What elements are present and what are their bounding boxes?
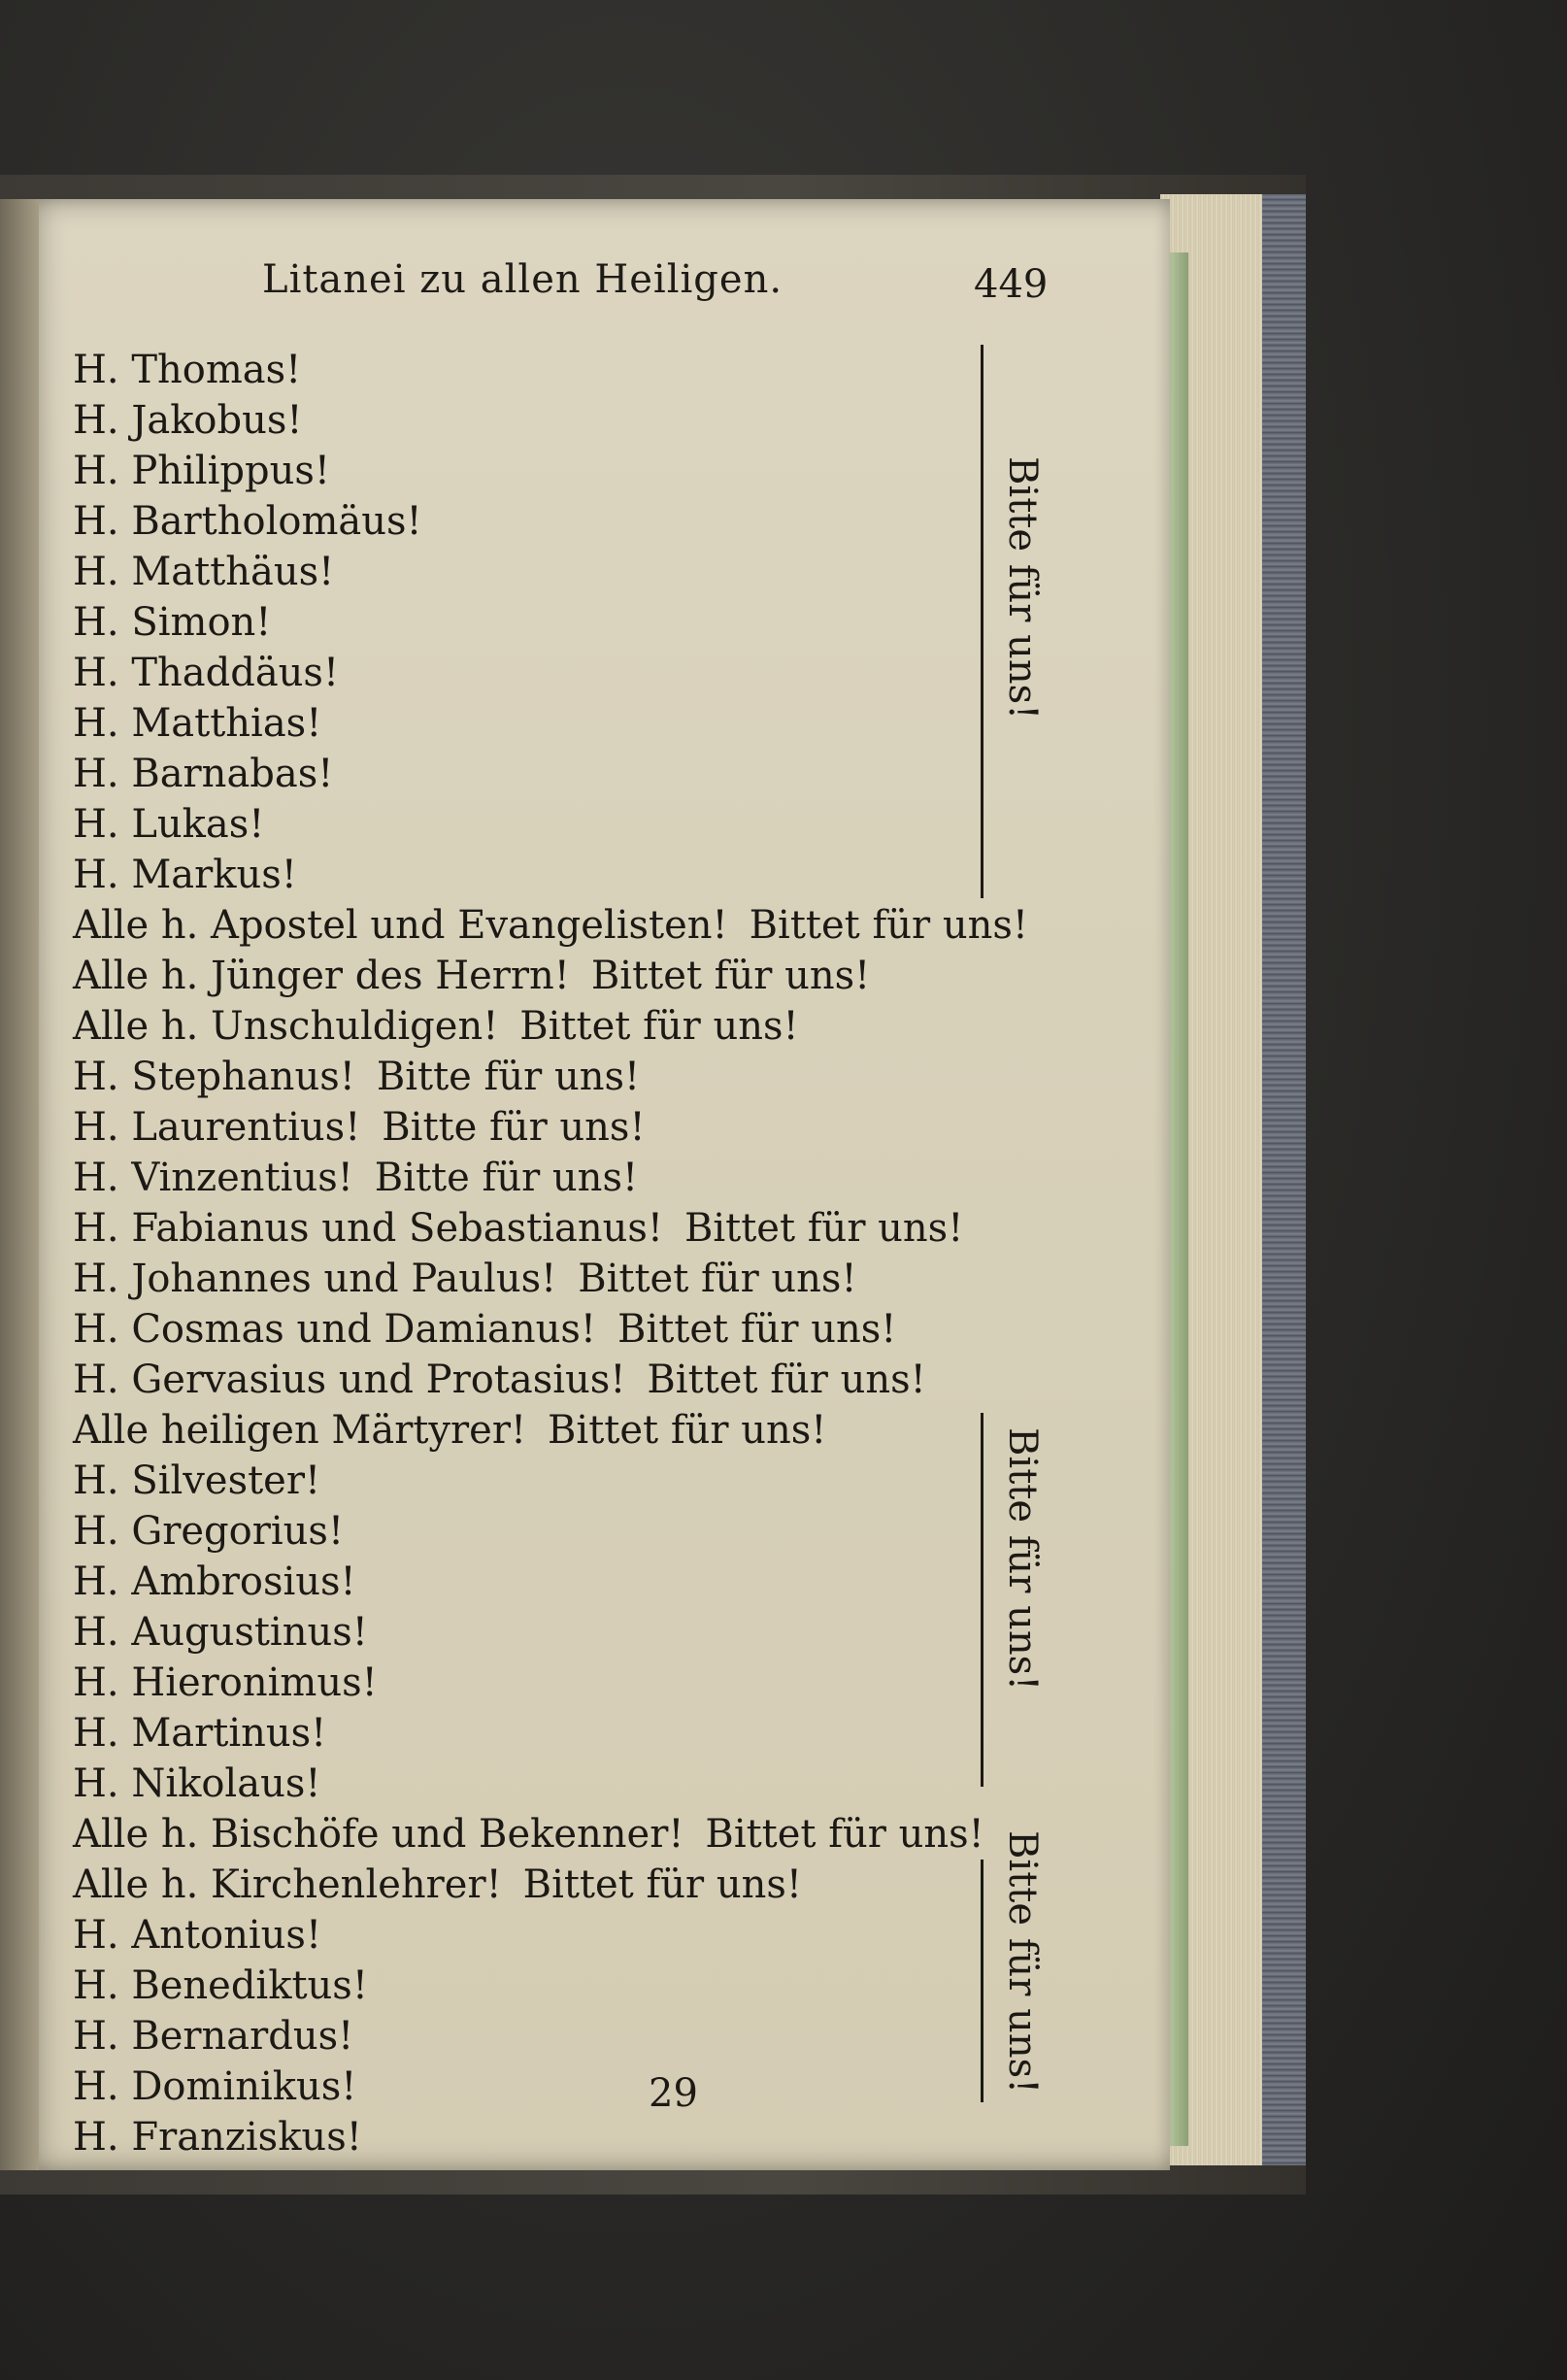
litany-line: H. Matthias! <box>73 701 322 746</box>
litany-line: H. Lukas! <box>73 802 265 847</box>
signature-mark: 29 <box>649 2071 698 2116</box>
litany-line: Alle h. Apostel und Evangelisten! Bittet für uns! <box>73 903 1028 948</box>
litany-line: H. Johannes und Paulus! Bittet für uns! <box>73 1257 857 1301</box>
litany-line: H. Gregorius! <box>73 1509 345 1554</box>
litany-line: H. Stephanus! Bitte für uns! <box>73 1055 641 1099</box>
litany-line: H. Gervasius und Protasius! Bittet für uns! <box>73 1358 926 1402</box>
litany-line: H. Barnabas! <box>73 752 334 796</box>
litany-line: H. Bartholomäus! <box>73 499 422 544</box>
litany-line: H. Nikolaus! <box>73 1761 321 1806</box>
response-bracket <box>981 1860 984 2102</box>
litany-line: H. Ambrosius! <box>73 1559 356 1604</box>
litany-line: H. Vinzentius! Bitte für uns! <box>73 1156 639 1200</box>
response-bracket <box>981 345 984 898</box>
litany-line: Alle heiligen Märtyrer! Bittet für uns! <box>73 1408 827 1453</box>
litany-line: Alle h. Unschuldigen! Bittet für uns! <box>73 1004 799 1049</box>
litany-line: H. Thaddäus! <box>73 651 340 695</box>
running-head: Litanei zu allen Heiligen. <box>262 257 784 302</box>
litany-line: H. Jakobus! <box>73 398 303 443</box>
page-gutter <box>0 199 39 2170</box>
litany-line: H. Simon! <box>73 600 272 645</box>
litany-line: H. Fabianus und Sebastianus! Bittet für uns! <box>73 1206 964 1251</box>
litany-line: H. Thomas! <box>73 348 302 392</box>
litany-line: H. Dominikus! <box>73 2064 357 2109</box>
litany-line: H. Silvester! <box>73 1458 321 1503</box>
side-response: Bitte für uns! <box>1000 1427 1045 1692</box>
litany-line: H. Augustinus! <box>73 1610 368 1655</box>
litany-line: H. Franziskus! <box>73 2115 362 2160</box>
litany-line: H. Antonius! <box>73 1913 322 1958</box>
page-number: 449 <box>974 262 1049 307</box>
litany-line: H. Benediktus! <box>73 1963 368 2008</box>
litany-line: H. Bernardus! <box>73 2014 354 2059</box>
litany-line: Alle h. Kirchenlehrer! Bittet für uns! <box>73 1862 802 1907</box>
side-response: Bitte für uns! <box>1000 1830 1045 2095</box>
litany-line: H. Hieronimus! <box>73 1660 378 1705</box>
litany-line: H. Matthäus! <box>73 550 335 594</box>
litany-line: H. Martinus! <box>73 1711 327 1756</box>
litany-line: Alle h. Bischöfe und Bekenner! Bittet für uns! <box>73 1812 984 1857</box>
litany-line: H. Markus! <box>73 853 297 897</box>
litany-line: Alle h. Jünger des Herrn! Bittet für uns! <box>73 954 871 998</box>
side-response: Bitte für uns! <box>1000 456 1045 721</box>
litany-line: H. Laurentius! Bitte für uns! <box>73 1105 646 1150</box>
litany-line: H. Cosmas und Damianus! Bittet für uns! <box>73 1307 897 1352</box>
response-bracket <box>981 1413 984 1787</box>
litany-line: H. Philippus! <box>73 449 330 493</box>
